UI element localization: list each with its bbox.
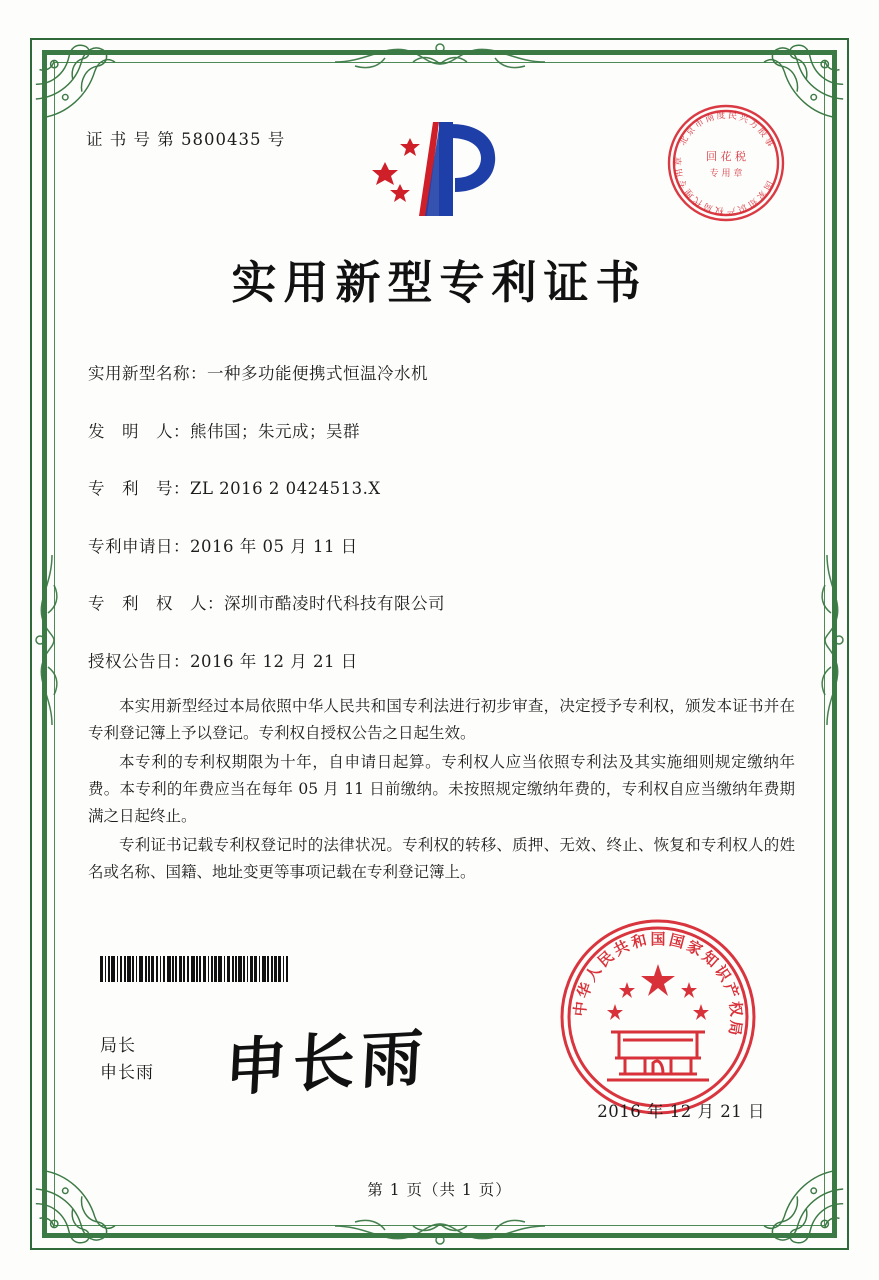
- field-row-application-date: [88, 533, 799, 557]
- paragraph-3: 专利证书记载专利权登记时的法律状况。专利权的转移、质押、无效、终止、恢复和专利权人的姓名或名称、国籍、地址变更等事项记载在专利登记簿上。: [88, 836, 795, 881]
- paragraph-2: 本专利的专利权期限为十年，自申请日起算。专利权人应当依照专利法及其实施细则规定缴纳年费。本专利的年费应当在每年 05 月 11 日前缴纳。未按照规定缴纳年费的，专利权自应当缴纳年费期满之日起终止。: [88, 753, 795, 825]
- svg-text:国: 国: [760, 178, 775, 192]
- field-row-patent-number: [88, 475, 799, 499]
- certificate-content: [70, 78, 809, 1210]
- field-label: 发 明 人：: [88, 421, 190, 441]
- svg-text:京: 京: [684, 124, 698, 139]
- signer-name: 申长雨: [100, 1063, 154, 1083]
- svg-text:股: 股: [755, 126, 769, 140]
- svg-text:章: 章: [673, 156, 685, 167]
- svg-text:国: 国: [650, 930, 666, 948]
- page-title: 实用新型专利证书: [231, 256, 648, 309]
- field-label: 专 利 权 人：: [88, 594, 224, 613]
- svg-text:权: 权: [714, 203, 725, 216]
- svg-text:理: 理: [683, 186, 697, 200]
- field-value: 熊伟国；朱元成；吴群: [190, 421, 360, 441]
- svg-text:方: 方: [747, 118, 761, 132]
- svg-text:权: 权: [725, 1000, 746, 1018]
- signature-block: [100, 1033, 154, 1087]
- edge-ornament-icon: [335, 1214, 545, 1248]
- svg-text:产: 产: [720, 980, 743, 1001]
- svg-text:兴: 兴: [737, 113, 750, 126]
- field-row-name: [88, 360, 799, 384]
- svg-text:回 花 税: 回 花 税: [706, 150, 746, 163]
- field-row-grant-date: [88, 648, 799, 672]
- svg-text:识: 识: [711, 962, 735, 985]
- svg-text:知: 知: [698, 947, 722, 971]
- signer-role: 局长: [100, 1036, 136, 1056]
- page-footer: 第 1 页（共 1 页）: [367, 1181, 512, 1199]
- field-row-inventor: [88, 418, 799, 442]
- svg-text:度: 度: [716, 110, 727, 122]
- national-seal-stamp: [549, 908, 767, 1126]
- svg-text:和: 和: [629, 930, 649, 952]
- svg-text:民: 民: [594, 947, 618, 971]
- paragraph-1: 本实用新型经过本局依照中华人民共和国专利法进行初步审查，决定授予专利权，颁发本证书并在专利登记簿上予以登记。专利权自授权公告之日起生效。: [88, 697, 795, 742]
- field-label: 实用新型名称：: [88, 364, 207, 383]
- svg-text:代: 代: [691, 194, 705, 208]
- svg-text:国: 国: [667, 930, 687, 952]
- field-value: 一种多功能便携式恒温冷水机: [207, 364, 428, 383]
- svg-text:市: 市: [693, 117, 707, 131]
- handwritten-signature: 申长雨: [222, 1020, 431, 1105]
- svg-text:人: 人: [581, 962, 605, 985]
- field-label: 专利申请日：: [88, 536, 190, 556]
- field-value: 深圳市酷凌时代科技有限公司: [224, 594, 445, 613]
- agency-seal-stamp: [661, 98, 791, 228]
- field-value: 2016 年 12 月 21 日: [190, 651, 358, 671]
- svg-text:专 用 章: 专 用 章: [709, 169, 743, 179]
- svg-text:用: 用: [674, 167, 686, 179]
- edge-ornament-icon: [335, 40, 545, 74]
- field-value: 2016 年 05 月 11 日: [190, 536, 358, 556]
- svg-text:专: 专: [677, 177, 691, 190]
- edge-ornament-icon: [817, 555, 847, 725]
- sipo-logo-icon: [355, 108, 525, 228]
- field-value: ZL 2016 2 0424513.X: [190, 479, 381, 498]
- edge-ornament-icon: [32, 555, 62, 725]
- svg-text:共: 共: [610, 936, 633, 960]
- svg-text:北: 北: [677, 134, 692, 148]
- svg-text:局: 局: [725, 1019, 746, 1037]
- svg-text:产: 产: [725, 204, 736, 216]
- barcode: [100, 956, 290, 982]
- svg-text:中: 中: [570, 1000, 591, 1018]
- legal-text: [88, 693, 795, 888]
- field-label: 专 利 号：: [88, 479, 190, 498]
- svg-text:识: 识: [736, 200, 749, 214]
- svg-text:家: 家: [754, 187, 768, 202]
- svg-text:家: 家: [683, 936, 706, 960]
- svg-text:局: 局: [702, 200, 715, 213]
- svg-text:南: 南: [703, 112, 716, 126]
- svg-text:知: 知: [745, 195, 759, 209]
- svg-text:民: 民: [727, 110, 738, 123]
- seal-date: 2016 年 12 月 21 日: [597, 1102, 765, 1121]
- svg-text:事: 事: [761, 136, 775, 149]
- svg-text:华: 华: [573, 980, 596, 1001]
- field-list: [88, 360, 799, 705]
- certificate-number: 证 书 号 第 5800435 号: [86, 130, 286, 149]
- field-label: 授权公告日：: [88, 651, 190, 671]
- field-row-patentee: [88, 590, 799, 614]
